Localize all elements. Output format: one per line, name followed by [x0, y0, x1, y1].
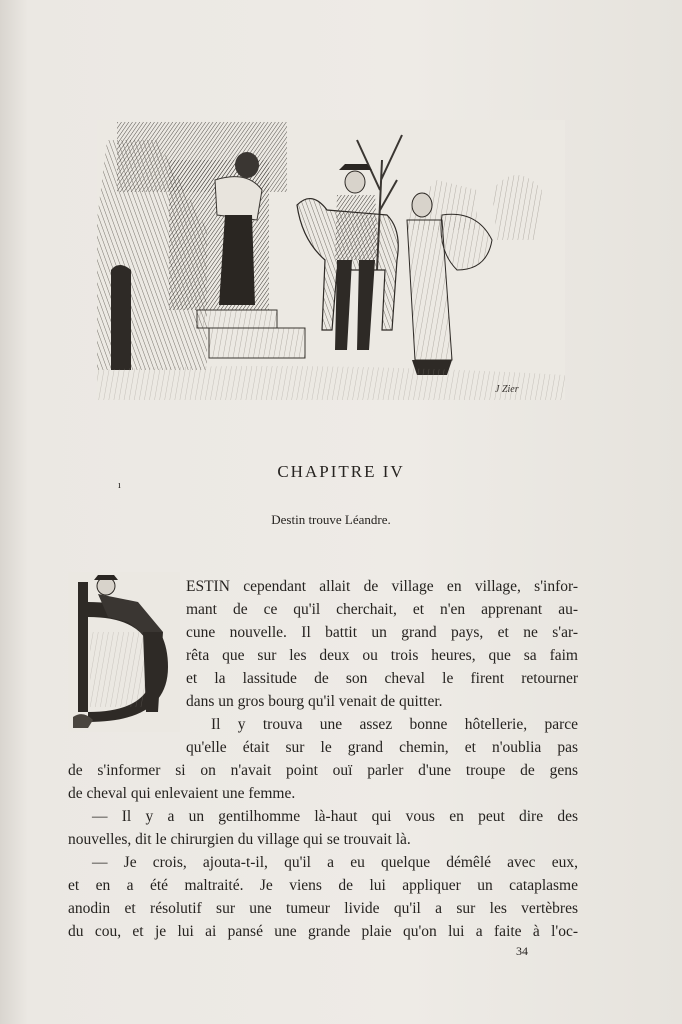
text-line: mant de ce qu'il cherchait, et n'en apprenant au- [186, 601, 578, 618]
text-line: rêta que sur les deux ou trois heures, que sa faim [186, 647, 578, 664]
text-line: Il y trouva une assez bonne hôtellerie, parce [211, 716, 578, 733]
text-line: anodin et résolutif sur une tumeur livide qu'il a sur les vertèbres [68, 900, 578, 917]
ornamental-letter-d-icon [68, 572, 180, 732]
engraver-signature: J Zier [495, 384, 519, 395]
text-line: nouvelles, dit le chirurgien du village qui se trouvait là. [68, 831, 411, 848]
text-line: de s'informer si on n'avait point ouï parler d'une troupe de gens [68, 762, 578, 779]
chapter-subtitle: Destin trouve Léandre. [271, 512, 391, 527]
engraving-village-scene-icon [97, 120, 565, 400]
text-line: cune nouvelle. Il battit un grand pays, et ne s'ar- [186, 624, 578, 641]
text-line: — Je crois, ajouta-t-il, qu'il a eu quelque démêlé avec eux, [92, 854, 578, 871]
text-line: du cou, et je lui ai pansé une grande plaie qu'on lui a faite à l'oc- [68, 923, 578, 940]
page-number: 34 [516, 944, 528, 958]
text-line: et la lassitude de son cheval le firent retourner [186, 670, 578, 687]
text-line: qu'elle était sur le grand chemin, et n'oublia pas [186, 739, 578, 756]
text-line: de cheval qui enlevaient une femme. [68, 785, 296, 802]
chapter-title: CHAPITRE IV [277, 462, 405, 481]
text-line: ESTIN cependant allait de village en village, s'infor- [186, 578, 578, 595]
stray-mark: ı [118, 480, 121, 491]
text-line: dans un gros bourg qu'il venait de quitter. [186, 693, 443, 710]
text-line: — Il y a un gentilhomme là-haut qui vous en peut dire des [92, 808, 578, 825]
text-line: et en a été maltraité. Je viens de lui appliquer un cataplasme [68, 877, 578, 894]
